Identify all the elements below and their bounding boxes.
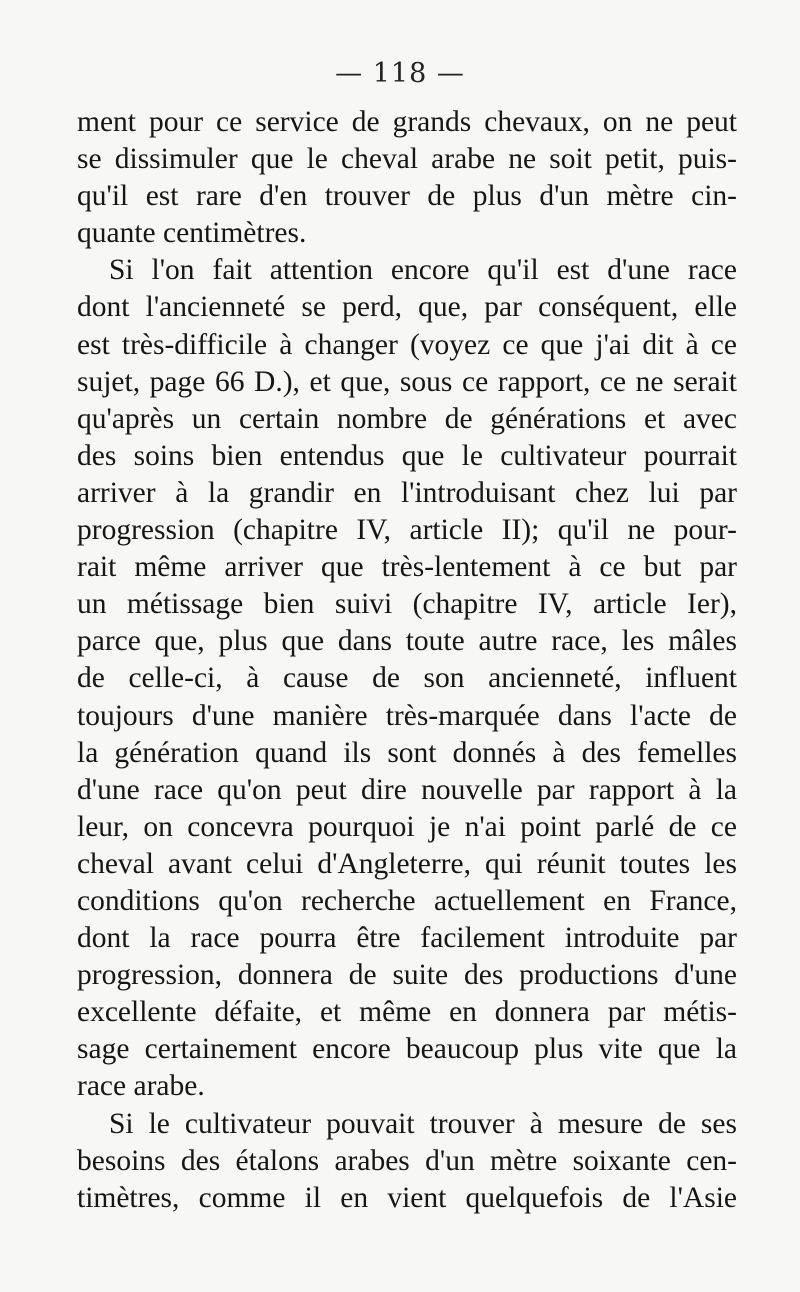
text-line: excellente défaite, et même en donnera par métis- — [77, 996, 737, 1029]
text-line: Si l'on fait attention encore qu'il est d'une race — [109, 254, 737, 287]
body-text — [77, 104, 737, 1217]
text-line: leur, on concevra pourquoi je n'ai point parlé de ce — [77, 810, 737, 843]
page-number: — 118 — — [335, 58, 465, 89]
text-line: qu'après un certain nombre de générations et avec — [77, 402, 737, 435]
text-line: cheval avant celui d'Angleterre, qui réunit toutes les — [77, 847, 737, 880]
text-line: des soins bien entendus que le cultivateur pourrait — [77, 439, 737, 472]
text-line: sage certainement encore beaucoup plus vite que la — [77, 1033, 737, 1066]
text-line: arriver à la grandir en l'introduisant chez lui par — [77, 476, 737, 509]
text-line: qu'il est rare d'en trouver de plus d'un mètre cin- — [77, 180, 737, 213]
text-line: de celle-ci, à cause de son ancienneté, influent — [77, 662, 737, 695]
text-line: se dissimuler que le cheval arabe ne soit petit, puis- — [77, 143, 737, 176]
text-line: progression (chapitre IV, article II); qu'il ne pour- — [77, 514, 737, 547]
text-line: timètres, comme il en vient quelquefois de l'Asie — [77, 1181, 737, 1214]
text-line: race arabe. — [77, 1070, 205, 1103]
text-line: toujours d'une manière très-marquée dans l'acte de — [77, 699, 737, 732]
text-line: quante centimètres. — [77, 217, 307, 250]
text-line: dont l'ancienneté se perd, que, par conséquent, elle — [77, 291, 737, 324]
text-line: progression, donnera de suite des productions d'une — [77, 959, 737, 992]
text-line: conditions qu'on recherche actuellement en France, — [77, 884, 737, 917]
text-line: dont la race pourra être facilement introduite par — [77, 922, 737, 955]
text-line: d'une race qu'on peut dire nouvelle par rapport à la — [77, 773, 737, 806]
text-line: besoins des étalons arabes d'un mètre soixante cen- — [77, 1144, 737, 1177]
text-line: un métissage bien suivi (chapitre IV, article Ier), — [77, 588, 737, 621]
text-line: ment pour ce service de grands chevaux, on ne peut — [77, 106, 737, 138]
text-line: Si le cultivateur pouvait trouver à mesure de ses — [109, 1107, 737, 1140]
text-line: rait même arriver que très-lentement à ce but par — [77, 551, 737, 584]
text-line: sujet, page 66 D.), et que, sous ce rapport, ce ne serait — [77, 365, 737, 398]
text-line: parce que, plus que dans toute autre race, les mâles — [77, 625, 737, 658]
text-line: est très-difficile à changer (voyez ce que j'ai dit à ce — [77, 328, 737, 361]
text-line: la génération quand ils sont donnés à des femelles — [77, 736, 737, 769]
